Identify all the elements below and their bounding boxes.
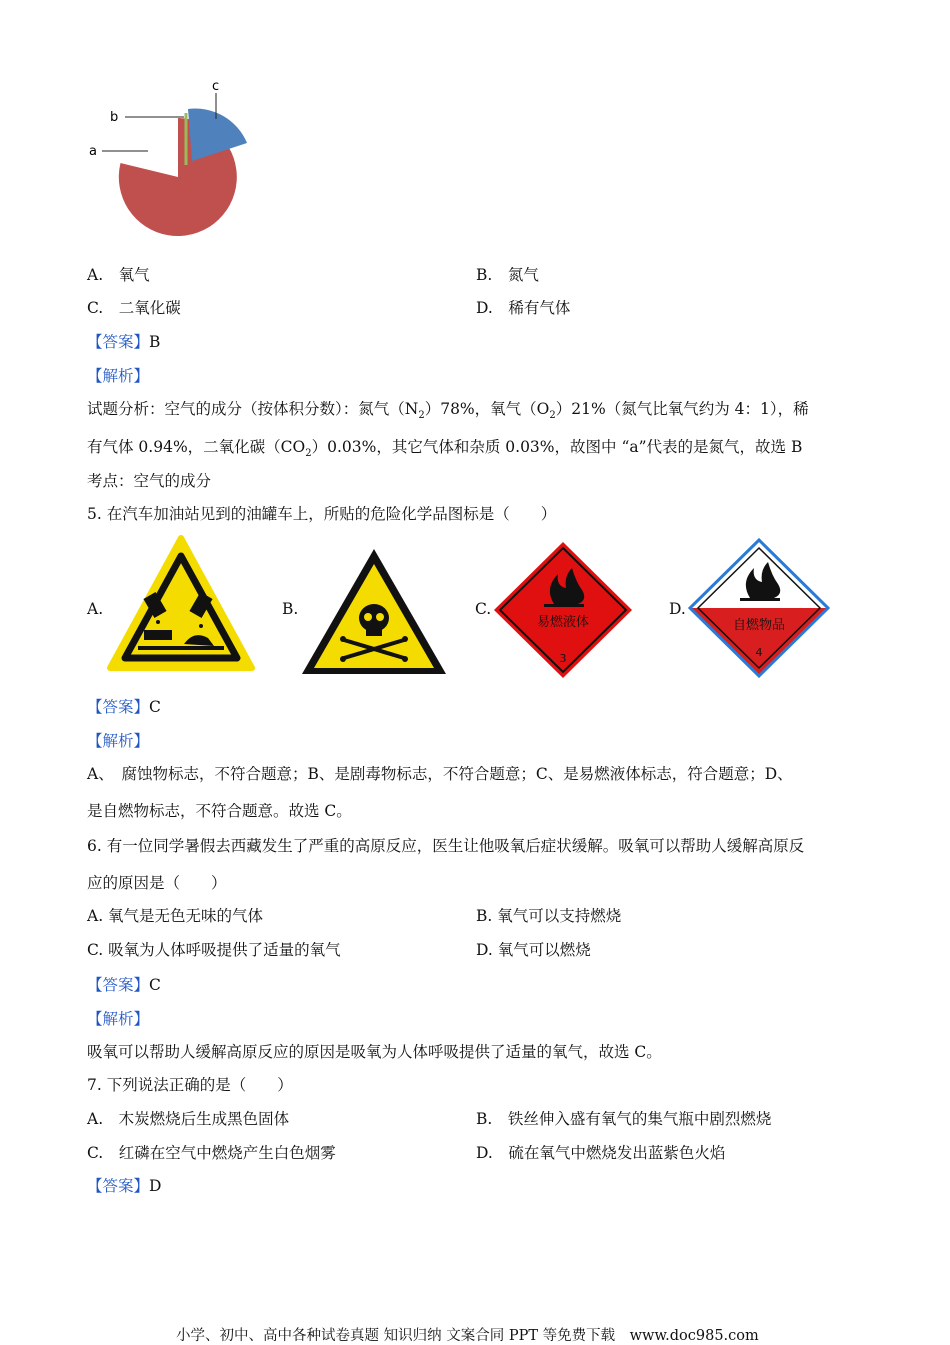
sign-c-number: 3: [559, 652, 567, 665]
q5-option-a-label: A.: [87, 600, 104, 618]
sign-d-text: 自燃物品: [732, 618, 786, 633]
toxic-skull-sign-icon: [299, 546, 449, 678]
q6-analysis-label: 【解析】: [87, 1010, 150, 1028]
q6-analysis: 吸氧可以帮助人缓解高原反应的原因是吸氧为人体呼吸提供了适量的氧气，故选 C。: [87, 1043, 662, 1061]
flammable-liquid-sign-icon: [492, 540, 634, 680]
q7-answer: 【答案】D: [87, 1177, 162, 1195]
q4-answer: 【答案】B: [87, 333, 161, 351]
q7-option-a: A. 木炭燃烧后生成黑色固体: [87, 1110, 290, 1128]
q5-option-c-label: C.: [475, 600, 492, 618]
q6-answer: 【答案】C: [87, 976, 161, 994]
q6-option-a: A. 氧气是无色无味的气体: [87, 907, 264, 925]
q4-analysis-line1: 试题分析：空气的成分（按体积分数）：氮气$(N_2)78\%$，氧气$(O_2)21\%$（氮气比氧气约为 4：1），稀: [87, 400, 809, 422]
q5-answer: 【答案】C: [87, 698, 161, 716]
q7-option-c: C. 红磷在空气中燃烧产生白色烟雾: [87, 1144, 336, 1162]
q4-option-c: C. 二氧化碳: [87, 299, 181, 317]
q4-option-d: D. 稀有气体: [476, 299, 571, 317]
corrosive-sign-icon: [106, 534, 256, 674]
q5-analysis-line1: A、 腐蚀物标志，不符合题意；B、是剧毒物标志，不符合题意；C、是易燃液体标志，符合题意；D、: [87, 765, 793, 783]
q7-option-b: B. 铁丝伸入盛有氧气的集气瓶中剧烈燃烧: [476, 1110, 772, 1128]
q6-question-line1: 6. 有一位同学暑假去西藏发生了严重的高原反应，医生让他吸氧后症状缓解。吸氧可以帮助人缓解高原反: [87, 837, 805, 855]
q6-option-c: C. 吸氧为人体呼吸提供了适量的氧气: [87, 941, 341, 959]
q6-option-b: B. 氧气可以支持燃烧: [476, 907, 622, 925]
q4-option-a: A. 氧气: [87, 266, 150, 284]
sign-d-number: 4: [755, 646, 763, 659]
q4-option-b: B. 氮气: [476, 266, 539, 284]
page-footer: 小学、初中、高中各种试卷真题 知识归纳 文案合同 PPT 等免费下载 www.doc985.com: [176, 1328, 759, 1344]
q5-analysis-line2: 是自燃物标志，不符合题意。故选 C。: [87, 802, 352, 820]
q5-question: 5. 在汽车加油站见到的油罐车上，所贴的危险化学品图标是（ ）: [87, 505, 557, 523]
pie-label-c: c: [212, 79, 220, 94]
air-composition-pie-chart: [80, 75, 270, 250]
q4-analysis-label: 【解析】: [87, 367, 150, 385]
pie-label-b: b: [110, 110, 119, 125]
pie-label-a: a: [89, 144, 97, 159]
q4-analysis-line2: 有气体 0.94%，二氧化碳$(CO_2)0.03\%$，其它气体和杂质 0.03%，故图中 “a”代表的是氮气，故选 B: [87, 438, 803, 460]
q6-question-line2: 应的原因是（ ）: [87, 874, 227, 892]
q5-analysis-label: 【解析】: [87, 732, 150, 750]
q7-option-d: D. 硫在氧气中燃烧发出蓝紫色火焰: [476, 1144, 726, 1162]
sign-c-text: 易燃液体: [536, 615, 590, 630]
spontaneous-combustion-sign-icon: [688, 538, 830, 678]
q5-option-d-label: D.: [669, 600, 686, 618]
q4-kaodian: 考点：空气的成分: [87, 472, 212, 490]
q6-option-d: D. 氧气可以燃烧: [476, 941, 591, 959]
q5-option-b-label: B.: [282, 600, 299, 618]
q7-question: 7. 下列说法正确的是（ ）: [87, 1076, 293, 1094]
